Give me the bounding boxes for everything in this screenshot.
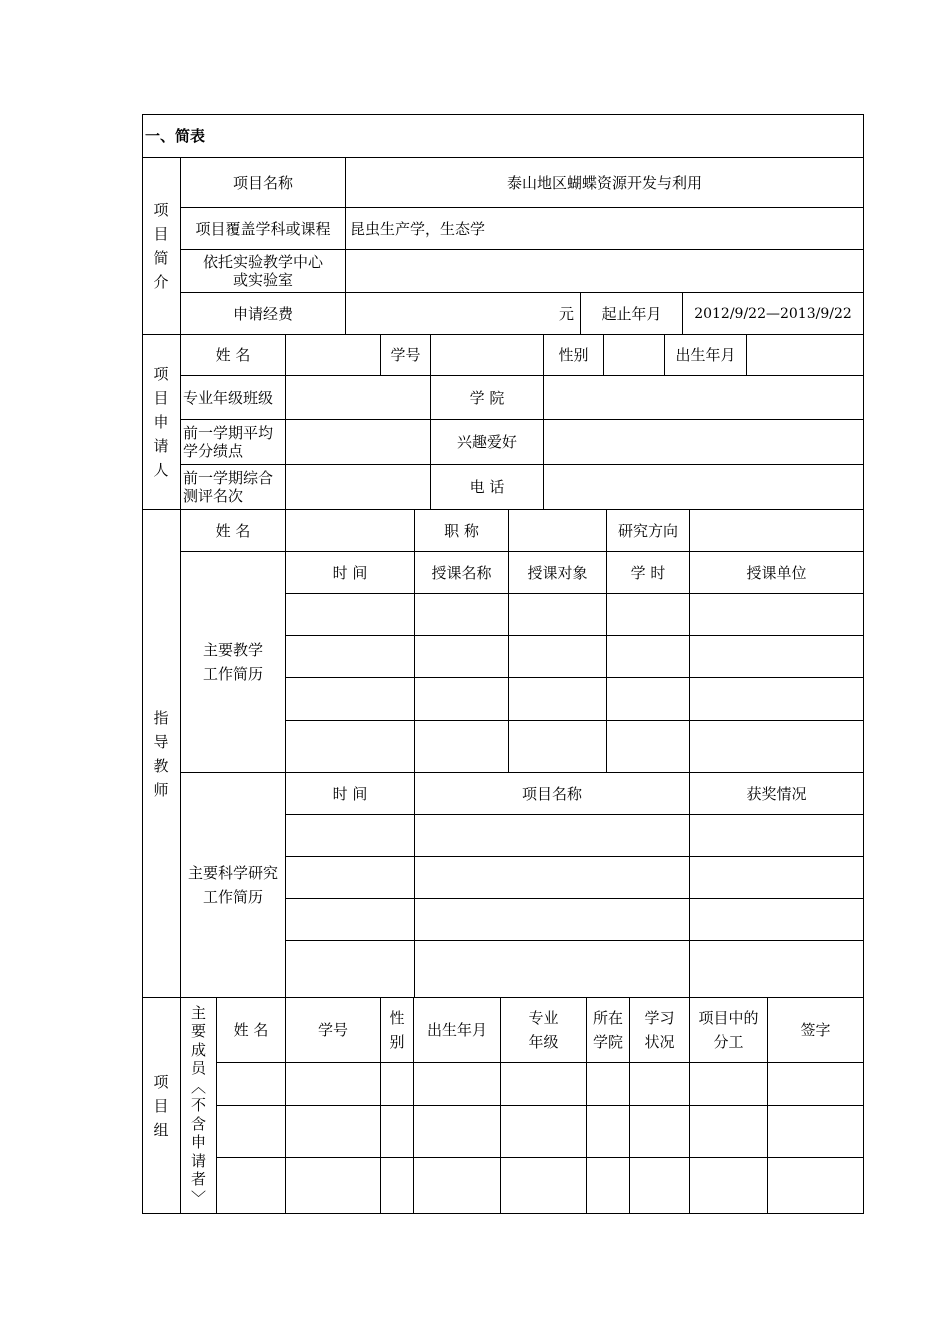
rule <box>286 677 864 678</box>
project-name-value[interactable]: 泰山地区蝴蝶资源开发与利用 <box>506 173 702 192</box>
advisor-label: 指 导 教 师 <box>153 708 169 799</box>
student-id-label: 学号 <box>390 346 421 364</box>
gender-field[interactable] <box>604 335 664 375</box>
team-header-major: 专业 年级 <box>528 1009 559 1051</box>
team-header-role: 项目中的 分工 <box>698 1009 759 1051</box>
teaching-history-label: 主要教学 工作简历 <box>202 641 263 683</box>
rank-label: 前一学期综合 测评名次 <box>183 469 274 505</box>
gender-label: 性别 <box>558 346 589 364</box>
college-label: 学 院 <box>469 388 505 407</box>
lab-center-value[interactable] <box>346 250 863 292</box>
rule <box>286 856 864 857</box>
team-header-study-status: 学习 状况 <box>644 1009 675 1051</box>
funding-label: 申请经费 <box>232 304 293 323</box>
rule <box>286 814 864 815</box>
rule <box>286 898 864 899</box>
rule <box>286 593 864 594</box>
team-header-college: 所在 学院 <box>592 1009 623 1051</box>
period-value[interactable]: 2012/9/22—2013/9/22 <box>694 305 852 322</box>
phone-label: 电 话 <box>469 478 505 496</box>
project-name-label: 项目名称 <box>232 173 293 192</box>
phone-field[interactable] <box>544 465 863 509</box>
project-intro-label: 项 目 简 介 <box>153 201 169 291</box>
rank-field[interactable] <box>286 465 430 509</box>
gpa-label: 前一学期平均 学分绩点 <box>183 424 274 460</box>
research-header-project: 项目名称 <box>521 784 582 803</box>
research-history-label: 主要科学研究 工作简历 <box>187 864 278 906</box>
section-title: 一、简表 <box>145 127 206 145</box>
hobby-label: 兴趣爱好 <box>456 433 517 451</box>
advisor-title-label: 职 称 <box>444 521 479 540</box>
team-header-name: 姓 名 <box>233 1021 269 1039</box>
applicant-name-field[interactable] <box>286 335 380 375</box>
funding-unit: 元 <box>558 304 574 323</box>
team-members-label: 主 要 成 员 ︿ 不 含 申 请 者 ﹀ <box>190 1003 206 1207</box>
college-field[interactable] <box>544 376 863 419</box>
applicant-name-label: 姓 名 <box>215 346 251 364</box>
research-header-award: 获奖情况 <box>746 784 807 803</box>
lab-center-label: 依托实验教学中心 或实验室 <box>202 253 323 289</box>
team-label: 项 目 组 <box>153 1072 169 1139</box>
team-header-signature: 签字 <box>800 1021 831 1039</box>
teaching-header-time: 时 间 <box>332 563 368 582</box>
major-label: 专业年级班级 <box>183 388 274 407</box>
team-header-gender: 性 别 <box>389 1009 405 1051</box>
subject-label: 项目覆盖学科或课程 <box>195 219 331 238</box>
teaching-header-hours: 学 时 <box>630 563 666 582</box>
hobby-field[interactable] <box>544 420 863 464</box>
team-header-birth: 出生年月 <box>426 1021 487 1039</box>
team-header-student-id: 学号 <box>317 1021 348 1039</box>
rule <box>286 635 864 636</box>
student-id-field[interactable] <box>431 335 543 375</box>
birth-field[interactable] <box>747 335 863 375</box>
applicant-label: 项 目 申 请 人 <box>153 365 169 479</box>
advisor-name-label: 姓 名 <box>215 521 251 540</box>
research-direction-label: 研究方向 <box>617 521 678 540</box>
advisor-name-field[interactable] <box>286 510 414 551</box>
teaching-header-course: 授课名称 <box>431 563 492 582</box>
advisor-title-field[interactable] <box>509 510 606 551</box>
funding-value-field[interactable] <box>346 293 580 334</box>
teaching-header-audience: 授课对象 <box>527 563 588 582</box>
research-header-time: 时 间 <box>332 784 368 803</box>
birth-label: 出生年月 <box>675 346 736 364</box>
rule <box>286 720 864 721</box>
research-direction-field[interactable] <box>690 510 863 551</box>
gpa-field[interactable] <box>286 420 430 464</box>
subject-value[interactable]: 昆虫生产学，生态学 <box>350 219 486 238</box>
rule <box>286 940 864 941</box>
major-field[interactable] <box>286 376 430 419</box>
teaching-header-unit: 授课单位 <box>746 563 807 582</box>
period-label: 起止年月 <box>601 304 662 323</box>
